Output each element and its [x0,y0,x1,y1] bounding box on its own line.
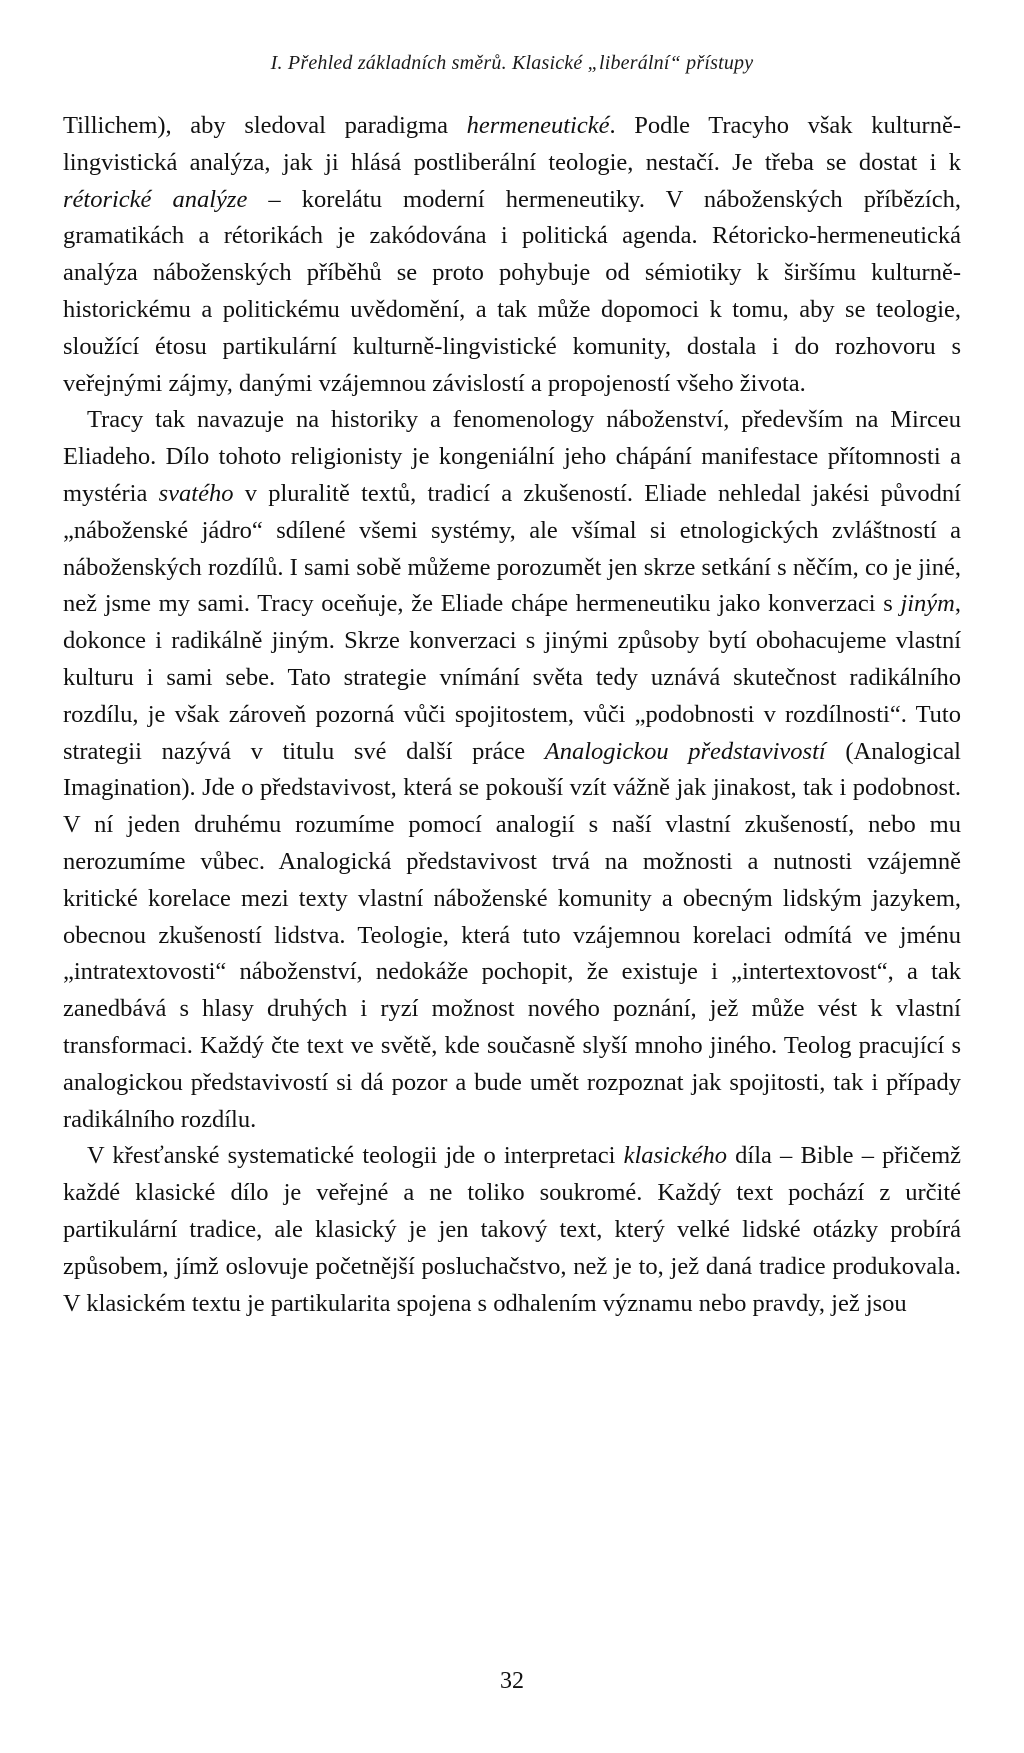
text-segment: Tracy tak navazuje na historiky a fenomenology náboženství, především na Mirceu Eliadeho. Dílo tohoto religionisty je kongeniální jeho chápání manifestace přítomnosti a mystéria [63,406,961,507]
body-text [63,108,961,1322]
text-segment: (Analogical Imagination). Jde o představivost, která se pokouší vzít vážně jak jinakost, tak i podobnost. V ní jeden druhému rozumíme pomocí analogií s naší vlastní zkušeností, nebo mu nerozumíme vůbec. Analogická představivost trvá na možnosti a nutnosti vzájemně kritické korelace mezi texty vlastní náboženské komunity a obecným lidským jazykem, obecnou zkušeností lidstva. Teologie, která tuto vzájemnou korelaci odmítá ve jménu „intratextovosti“ náboženství, nedokáže pochopit, že existuje i „intertextovost“, a tak zanedbává s hlasy druhých i ryzí možnost nového poznání, jež může vést k vlastní transformaci. Každý čte text ve světě, kde současně slyší mnoho jiného. Teolog pracující s analogickou představivostí si dá pozor a bude umět rozpoznat jak spojitosti, tak i případy radikálního rozdílu. [63,737,961,1133]
text-segment: , dokonce i radikálně jiným. Skrze konverzaci s jinými způsoby bytí obohacujeme vlastní kulturu i sami sebe. Tato strategie vnímání světa tedy uznává skutečnost radikálního rozdílu, je však zároveň pozorná vůči spojitostem, vůči „podobnosti v rozdílnosti“. Tuto strategii nazývá v titulu své další práce [63,590,961,765]
text-segment: v pluralitě textů, tradicí a zkušeností. Eliade nehledal jakési původní „náboženské jádro“ sdílené všemi systémy, ale všímal si etnologických zvláštností a náboženských rozdílů. I sami sobě můžeme porozumět jen skrze setkání s něčím, co je jiné, než jsme my sami. Tracy oceňuje, že Eliade chápe hermeneutiku jako konverzaci s [63,479,961,618]
page-number: 32 [500,1668,524,1694]
paragraph-3 [63,1138,961,1322]
italic-segment: klasického [623,1142,727,1170]
text-segment: V křesťanské systematické teologii jde o interpretaci [87,1142,624,1170]
italic-segment: jiným [900,590,955,618]
text-segment: – korelátu moderní hermeneutiky. V náboženských příbězích, gramatikách a rétorikách je zakódována i politická agenda. Rétoricko-hermeneutická analýza náboženských příběhů se proto pohybuje od sémiotiky k širšímu kulturně-historickému a politickému uvědomění, a tak může dopomoci k tomu, aby se teologie, sloužící étosu partikulární kulturně-lingvistické komunity, dostala i do rozhovoru s veřejnými zájmy, danými vzájemnou závislostí a propojeností všeho života. [63,185,961,397]
text-segment: díla – Bible – přičemž každé klasické dílo je veřejné a ne toliko soukromé. Každý text pochází z určité partikulární tradice, ale klasický je jen takový text, který velké lidské otázky probírá způsobem, jímž oslovuje početnější posluchačstvo, než je to, jež daná tradice produkovala. V klasickém textu je partikularita spojena s odhalením významu nebo pravdy, jež jsou [63,1142,962,1317]
text-segment: . Podle Tracyho však kulturně-lingvistická analýza, jak ji hlásá postliberální teologie, nestačí. Je třeba se dostat i k [63,112,961,176]
paragraph-1 [63,108,961,402]
running-head: I. Přehled základních směrů. Klasické „liberální“ přístupy [270,52,754,74]
italic-segment: Analogickou představivostí [544,737,826,765]
paragraph-2 [63,402,961,1138]
italic-segment: rétorické analýze [63,185,248,213]
italic-segment: svatého [158,479,234,507]
text-segment: Tillichem), aby sledoval paradigma [63,112,467,139]
italic-segment: hermeneutické [466,112,610,139]
